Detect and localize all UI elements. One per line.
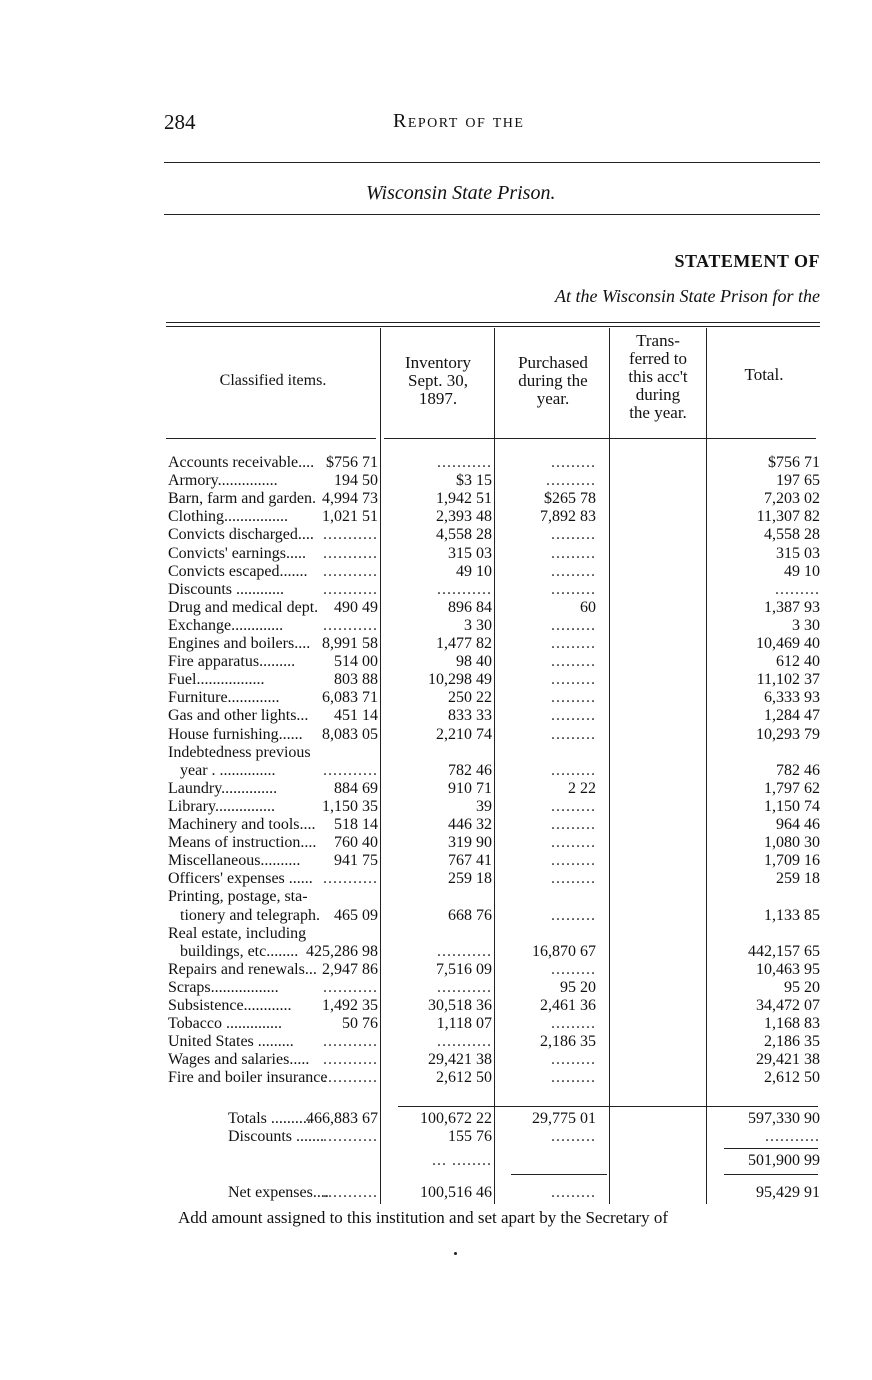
transferred-cell: 7,892 83 [540, 508, 596, 526]
header-purchased: Purchased during the year. [518, 353, 588, 408]
inventory-cell: 760 40 [334, 834, 378, 852]
header-inventory: Inventory Sept. 30, 1897. [404, 353, 472, 408]
transferred-cell: ......... [551, 725, 596, 743]
row-label: Convicts discharged.... [168, 526, 314, 544]
purchased-cell: 833 33 [448, 707, 492, 725]
transferred-cell: ......... [551, 797, 596, 815]
total-cell: $756 71 [768, 454, 820, 471]
transferred-cell: 60 [580, 598, 596, 616]
total-cell: 95 20 [784, 978, 820, 996]
total-cell: 34,472 07 [756, 997, 820, 1014]
inventory-cell: 8,083 05 [322, 725, 378, 743]
row-label: Gas and other lights... [168, 707, 309, 725]
subtotal-rule [511, 1174, 607, 1175]
transferred-cell: 2 22 [568, 779, 596, 797]
transferred-cell: ......... [551, 689, 596, 707]
transferred-cell: 16,870 67 [532, 942, 596, 960]
running-head: Report of the [393, 110, 525, 132]
row-label: United States ......... [168, 1033, 294, 1051]
subtotal-rule [724, 1174, 818, 1175]
header-rule [166, 438, 376, 439]
institution-rule [164, 214, 820, 215]
purchased-cell: 39 [476, 797, 492, 815]
purchased-cell: 98 40 [456, 653, 492, 671]
transferred-cell: $265 78 [544, 490, 596, 508]
row-label: House furnishing...... [168, 725, 303, 743]
transferred-cell: ......... [551, 580, 596, 598]
transferred-cell: ......... [551, 906, 596, 924]
purchased-cell: 668 76 [448, 906, 492, 924]
total-cell: 3 30 [792, 616, 820, 634]
top-rule [164, 162, 820, 163]
transferred-cell: ......... [551, 761, 596, 779]
discount-rule [724, 1148, 818, 1149]
row-label: Miscellaneous.......... [168, 852, 301, 870]
purchased-cell: 2,393 48 [436, 508, 492, 526]
column-divider [609, 328, 610, 1204]
total-cell: 442,157 65 [748, 942, 820, 960]
row-label: Subsistence............ [168, 997, 292, 1014]
transferred-cell: ......... [551, 562, 596, 580]
row-label: Fire apparatus......... [168, 653, 296, 671]
transferred-cell: ......... [551, 671, 596, 689]
transferred-cell: 2,186 35 [540, 1033, 596, 1051]
row-label: year . .............. [180, 761, 276, 779]
transferred-cell: ......... [551, 870, 596, 888]
inventory-cell: 194 50 [334, 472, 378, 490]
purchased-cell: 4,558 28 [436, 526, 492, 544]
inventory-cell: 50 76 [342, 1015, 378, 1033]
total-cell: 612 40 [776, 653, 820, 671]
total-cell: 1,080 30 [764, 834, 820, 852]
total-cell: 197 65 [776, 472, 820, 490]
total-cell: 2,186 35 [764, 1033, 820, 1051]
transferred-cell: ......... [551, 960, 596, 978]
transferred-cell: ......... [551, 852, 596, 870]
transferred-cell: ......... [551, 653, 596, 671]
row-label: Drug and medical dept. [168, 598, 319, 616]
inventory-cell: ........... [323, 1051, 378, 1069]
transferred-cell: .......... [546, 472, 596, 490]
total-cell: 1,284 47 [764, 707, 820, 725]
total-cell: 10,293 79 [756, 725, 820, 743]
purchased-cell: 7,516 09 [436, 960, 492, 978]
transferred-cell: ......... [551, 707, 596, 725]
inventory-cell: ........... [323, 870, 378, 888]
inventory-cell: ........... [323, 580, 378, 598]
purchased-cell: 910 71 [448, 779, 492, 797]
row-label: Fire and boiler insurance [168, 1069, 328, 1087]
inventory-cell: $756 71 [326, 454, 378, 471]
inventory-cell: 490 49 [334, 598, 378, 616]
row-label: Printing, postage, sta- [168, 888, 308, 906]
inventory-cell: 4,994 73 [322, 490, 378, 508]
row-label: Laundry.............. [168, 779, 278, 797]
transferred-cell: 2,461 36 [540, 997, 596, 1014]
purchased-cell: 259 18 [448, 870, 492, 888]
inventory-cell: 1,150 35 [322, 797, 378, 815]
header-total: Total. [744, 365, 784, 384]
inventory-cell: 2,947 86 [322, 960, 378, 978]
row-label: Indebtedness previous [168, 743, 311, 761]
row-label: buildings, etc........ [180, 942, 299, 960]
totals-rule [398, 1106, 818, 1107]
purchased-cell: 896 84 [448, 598, 492, 616]
purchased-cell: 446 32 [448, 816, 492, 833]
footer-note: Add amount assigned to this institution and set apart by the Secretary of [178, 1208, 669, 1227]
inventory-cell: 803 88 [334, 671, 378, 689]
inventory-cell: 465 09 [334, 906, 378, 924]
row-label: Convicts escaped....... [168, 562, 308, 580]
purchased-cell: 1,118 07 [436, 1015, 492, 1033]
purchased-cell: 29,421 38 [428, 1051, 492, 1069]
ink-dot [454, 1252, 457, 1255]
total-cell: 782 46 [776, 761, 820, 779]
total-cell: 49 10 [784, 562, 820, 580]
column-divider [706, 328, 707, 1204]
total-cell: 1,709 16 [764, 852, 820, 870]
row-label: Scraps................. [168, 978, 279, 996]
total-cell: 4,558 28 [764, 526, 820, 544]
transferred-cell: ......... [551, 616, 596, 634]
purchased-cell: ........... [437, 942, 492, 960]
total-cell: ......... [775, 580, 820, 598]
column-divider [380, 328, 381, 1204]
inventory-cell: 941 75 [334, 852, 378, 870]
purchased-cell: 2,210 74 [436, 725, 492, 743]
row-label: Library............... [168, 797, 275, 815]
purchased-cell: $3 15 [456, 472, 492, 490]
inventory-cell: 451 14 [334, 707, 378, 725]
row-label: Means of instruction.... [168, 834, 317, 852]
transferred-cell: ......... [551, 834, 596, 852]
total-cell: 259 18 [776, 870, 820, 888]
total-cell: 315 03 [776, 544, 820, 562]
header-rule [384, 438, 816, 439]
row-label: Repairs and renewals... [168, 960, 317, 978]
row-label: Furniture............. [168, 689, 280, 707]
row-label: Real estate, including [168, 924, 307, 942]
purchased-cell: 319 90 [448, 834, 492, 852]
purchased-cell: 2,612 50 [436, 1069, 492, 1087]
purchased-cell: ........... [437, 580, 492, 598]
inventory-cell: 8,991 58 [322, 635, 378, 652]
table-top-rule [166, 322, 820, 323]
purchased-cell: 1,942 51 [436, 490, 492, 508]
purchased-cell: 1,477 82 [436, 635, 492, 652]
transferred-cell: ......... [551, 526, 596, 544]
total-cell: 1,150 74 [764, 797, 820, 815]
total-cell: 964 46 [776, 816, 820, 833]
purchased-cell: 782 46 [448, 761, 492, 779]
inventory-cell: ........... [323, 761, 378, 779]
purchased-cell: ........... [437, 978, 492, 996]
inventory-cell: 425,286 98 [306, 942, 378, 960]
page-number: 284 [164, 110, 196, 134]
row-label: Officers' expenses ...... [168, 870, 313, 888]
total-cell: 1,168 83 [764, 1015, 820, 1033]
row-label: Wages and salaries..... [168, 1051, 310, 1069]
transferred-cell: ......... [551, 544, 596, 562]
inventory-cell: ........... [323, 1033, 378, 1051]
transferred-cell: 95 20 [560, 978, 596, 996]
inventory-cell: ........... [323, 526, 378, 544]
header-transferred: Trans- ferred to this acc't during the year. [628, 331, 688, 422]
purchased-cell: 49 10 [456, 562, 492, 580]
inventory-cell: 884 69 [334, 779, 378, 797]
row-label: Armory............... [168, 472, 278, 490]
expense-table: Classified items. Inventory Sept. 30, 1897. Purchased during the year. Trans- ferred to this acc't during the year. Total. Accounts receivable.... $756 71 ........... ......... $756 71 Armory............... 194 50 $3 15 .......... 197 65 Barn, farm and garden. 4,994 73 1,942 51 $265 78 7,203 02 Clothing................ 1,021 51 2,393 48 7,892 83 11,307 82 Convicts discharged.... ........... 4,558 28 ......... 4,558 28 Convicts' earnings..... ........... 315 03 ......... 315 03 Convicts escaped....... ........... 49 10 ......... 49 10 Discounts ............ ........... ........... ......... ......... Drug and medical dept. 490 49 896 84 60 1,387 93 Exchange............. ........... 3 30 ......... 3 30 Engines and boilers.... 8,991 58 1,477 82 ......... 10,469 40 Fire apparatus......... 514 00 98 40 ......... 612 40 Fuel................. 803 88 10,298 49 ......... 11,102 37 Furniture............. 6,083 71 250 22 ......... 6,333 93 Gas and other lights... 451 14 833 33 ......... 1,284 47 House furnishing...... 8,083 05 2,210 74 ......... 10,293 79 Indebtedness previous year . .............. ........... 782 46 ......... 782 46 Laundry.............. 884 69 910 71 2 22 1,797 62 Library............... 1,150 35 39 ......... 1,150 74 Machinery and tools.... 518 14 446 32 ......... 964 46 Means of instruction.... 760 40 319 90 ......... 1,080 30 Miscellaneous.......... 941 75 767 41 ......... 1,709 16 Officers' expenses ...... ........... 259 18 ......... 259 18 Printing, postage, sta- tionery and telegraph. 465 09 668 76 ......... 1,133 85 Real estate, including buildings, etc........ 425,286 98 ........... 16,870 67 442,157 65 Repairs and renewals... 2,947 86 7,516 09 ......... 10,463 95 Scraps................. ........... ........... 95 20 95 20 Subsistence............ 1,492 35 30,518 36 2,461 36 34,472 07 Tobacco .............. 50 76 1,118 07 ......... 1,168 83 United States ......... ........... ........... 2,186 35 2,186 35 Wages and salaries..... ........... 29,421 38 ......... 29,421 38 Fire and boiler insurance ........... 2,612 50 ......... 2,612 50 Totals .......... 466,883 67 100,672 22 29,775 01 597,330 90 Discounts ....... ........... 155 76 ......... ........... ... ........ 501,900 99 Net expenses.... ........... 100,516 46 ......... 95,429 91 [166, 322, 820, 1208]
transferred-cell: ......... [551, 1015, 596, 1033]
inventory-cell: 518 14 [334, 816, 378, 833]
total-cell: 6,333 93 [764, 689, 820, 707]
transferred-cell: ......... [551, 454, 596, 471]
total-cell: 1,797 62 [764, 779, 820, 797]
table-top-rule-2 [166, 326, 820, 327]
institution-title: Wisconsin State Prison. [366, 182, 556, 204]
row-label: Clothing................ [168, 508, 289, 526]
purchased-cell: ........... [437, 454, 492, 471]
purchased-cell: 10,298 49 [428, 671, 492, 689]
row-label: Barn, farm and garden. [168, 490, 316, 508]
inventory-cell: 1,021 51 [322, 508, 378, 526]
inventory-cell: 1,492 35 [322, 997, 378, 1014]
transferred-cell: ......... [551, 816, 596, 833]
row-label: Machinery and tools.... [168, 816, 316, 833]
inventory-cell: 6,083 71 [322, 689, 378, 707]
row-label: Tobacco .............. [168, 1015, 282, 1033]
inventory-cell: ........... [323, 562, 378, 580]
total-cell: 1,387 93 [764, 598, 820, 616]
inventory-cell: 514 00 [334, 653, 378, 671]
transferred-cell: ......... [551, 635, 596, 652]
column-divider [494, 328, 495, 1204]
purchased-cell: 250 22 [448, 689, 492, 707]
purchased-cell: 767 41 [448, 852, 492, 870]
statement-title: STATEMENT OF [674, 251, 820, 271]
purchased-cell: 3 30 [464, 616, 492, 634]
row-label: Exchange............. [168, 616, 284, 634]
row-label: Accounts receivable.... [168, 454, 315, 471]
header-items: Classified items. [219, 372, 327, 389]
row-label: Discounts ............ [168, 580, 284, 598]
purchased-cell: ........... [437, 1033, 492, 1051]
purchased-cell: 315 03 [448, 544, 492, 562]
total-cell: 10,469 40 [756, 635, 820, 652]
transferred-cell: ......... [551, 1051, 596, 1069]
total-cell: 11,102 37 [756, 671, 820, 689]
transferred-cell: ......... [551, 1069, 596, 1087]
row-label: Convicts' earnings..... [168, 544, 306, 562]
row-label: Engines and boilers.... [168, 635, 311, 652]
purchased-cell: 30,518 36 [428, 997, 492, 1014]
total-cell: 11,307 82 [756, 508, 820, 526]
inventory-cell: ........... [323, 616, 378, 634]
inventory-cell: ........... [323, 978, 378, 996]
inventory-cell: ........... [323, 544, 378, 562]
total-cell: 2,612 50 [764, 1069, 820, 1087]
statement-subtitle: At the Wisconsin State Prison for the [555, 286, 820, 306]
row-label: tionery and telegraph. [180, 906, 320, 924]
total-cell: 1,133 85 [764, 906, 820, 924]
inventory-cell: ........... [323, 1069, 378, 1087]
row-label: Fuel................. [168, 671, 265, 689]
total-cell: 10,463 95 [756, 960, 820, 978]
total-cell: 7,203 02 [764, 490, 820, 508]
total-cell: 29,421 38 [756, 1051, 820, 1069]
